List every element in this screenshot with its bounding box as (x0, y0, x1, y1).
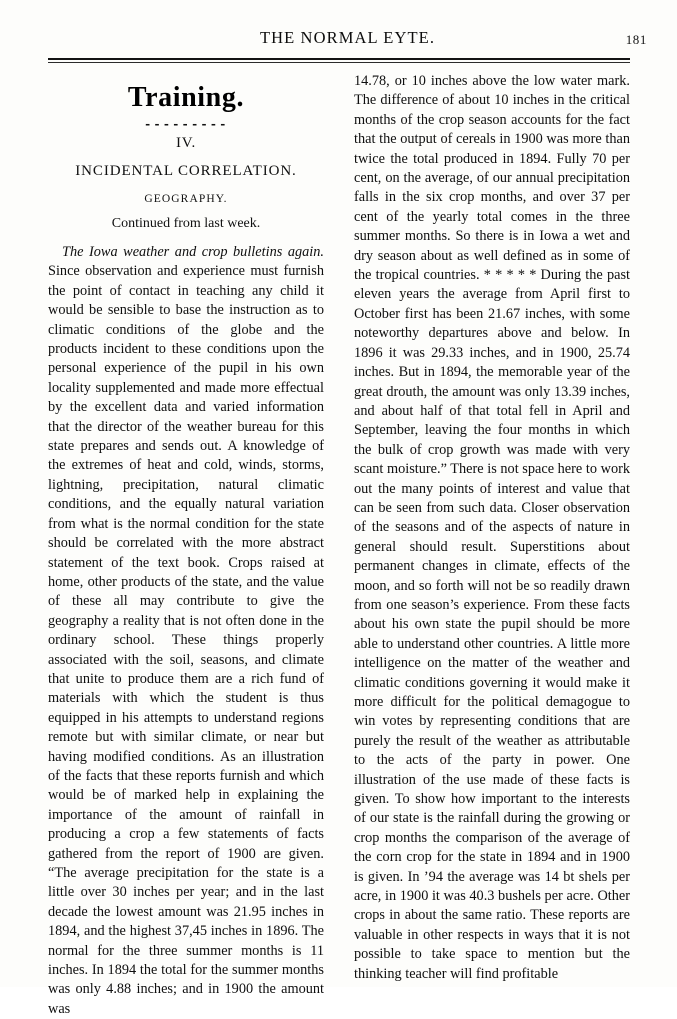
section-heading: INCIDENTAL CORRELATION. (75, 163, 297, 179)
rule-thick (48, 58, 630, 60)
rule-thin (48, 62, 630, 63)
subject-heading: GEOGRAPHY. (144, 193, 228, 205)
running-head (48, 28, 647, 52)
column-left (48, 72, 324, 1017)
header-double-rule (48, 58, 630, 63)
dash-ornament: --------- (143, 117, 229, 132)
left-column-text (48, 243, 324, 1019)
section-number: IV. (175, 135, 197, 151)
body-columns (48, 72, 630, 1017)
left-column-body: Since observation and experience must furnish the point of contact in teaching any child it would be sensible to base the instruction as to climatic conditions of the globe and the products incident to these conditions upon the personal experience of the pupil in his own locality supplemented and made more effectual by the excellent data and varied information that the director of the weather bureau for this state prepares and sends out. A knowledge of the extremes of heat and cold, winds, storms, lightning, precipitation, natural climatic conditions, and the equally natural variation from what is the normal condition for the state should be correlated with the more abstract statement of the text book. Crops raised at home, other products of the state, and the value of these all may contribute to give the geography a reality that is not often done in the ordinary school. These things properly associated with the soil, seasons, and climate that unite to produce them are a rich fund of materials with which the student is thus equipped in his attempts to understand regions remote but with similar climate, or near but having modified conditions. As an illustration of the facts that these reports furnish and which would be of marked help in explaining the importance of the amount of rainfall in producing a crop a few statements of facts gathered from the report of 1900 are given. “The average precipitation for the state is a little over 30 inches per year; and in the last decade the lowest amount was 21.95 inches in 1894, and the highest 37,45 inches in 1896. The normal for the three summer months is 11 inches. In 1894 the total for the summer months was only 4.88 inches; and in 1900 the amount was (48, 263, 324, 1017)
page-number: 181 (625, 32, 647, 47)
publication-title: THE NORMAL EYTE. (259, 28, 436, 47)
continued-from-note: Continued from last week. (111, 216, 261, 231)
right-column-text (354, 72, 630, 984)
column-right (354, 72, 630, 982)
article-title: Training. (127, 82, 245, 113)
left-column-paragraph (48, 243, 324, 1019)
lead-italic-sentence: The Iowa weather and crop bulletins again. (62, 244, 324, 260)
right-column-paragraph: 14.78, or 10 inches above the low water mark. The difference of about 10 inches in the critical months of the crop season accounts for the fact that the output of cereals in 1900 was more than twice the total produced in 1894. Fully 70 per cent, on the average, of our annual precipitation falls in the six crop months, and over 37 per cent of the yearly total comes in the three summer months. So there is in Iowa a wet and dry season about as well defined as in some of the tropical countries. * * * * * During the past eleven years the average from April first to October first has been 21.67 inches, with some noteworthy departures above and below. In 1896 it was 29.33 inches, and in 1900, 25.74 inches. But in 1894, the memorable year of the great drouth, the amount was only 13.39 inches, and about half of that total fell in April and September, leaving the four months in which the bulk of crop growth was made with very scant moisture.” There is not space here to work out the many points of interest and value that can be seen from such data. Closer observation of the seasons and of the aspects of nature in general should result. Superstitions about permanent changes in climate, effects of the moon, and so forth will not be so readily drawn from one season’s experience. From these facts about his own state the pupil should be more able to understand other countries. A little more intelligence on the matter of the weather and climatic conditions governing it would make it more difficult for the political demagogue to win votes by representing conditions that are purely the result of the weather as attributable to the acts of the party in power. One illustration of the use made of these facts is given. To show how important to the interests of our state is the rainfall during the growing or crop months the comparison of the average of the corn crop for the state in 1894 and in 1900 is given. In ’94 the average was 14 bt shels per acre, in 1900 it was 40.3 bushels per acre. Other crops in about the same ratio. These reports are valuable in other respects in ways that it is not possible to take space to mention but the thinking teacher will find profitable (354, 73, 630, 982)
